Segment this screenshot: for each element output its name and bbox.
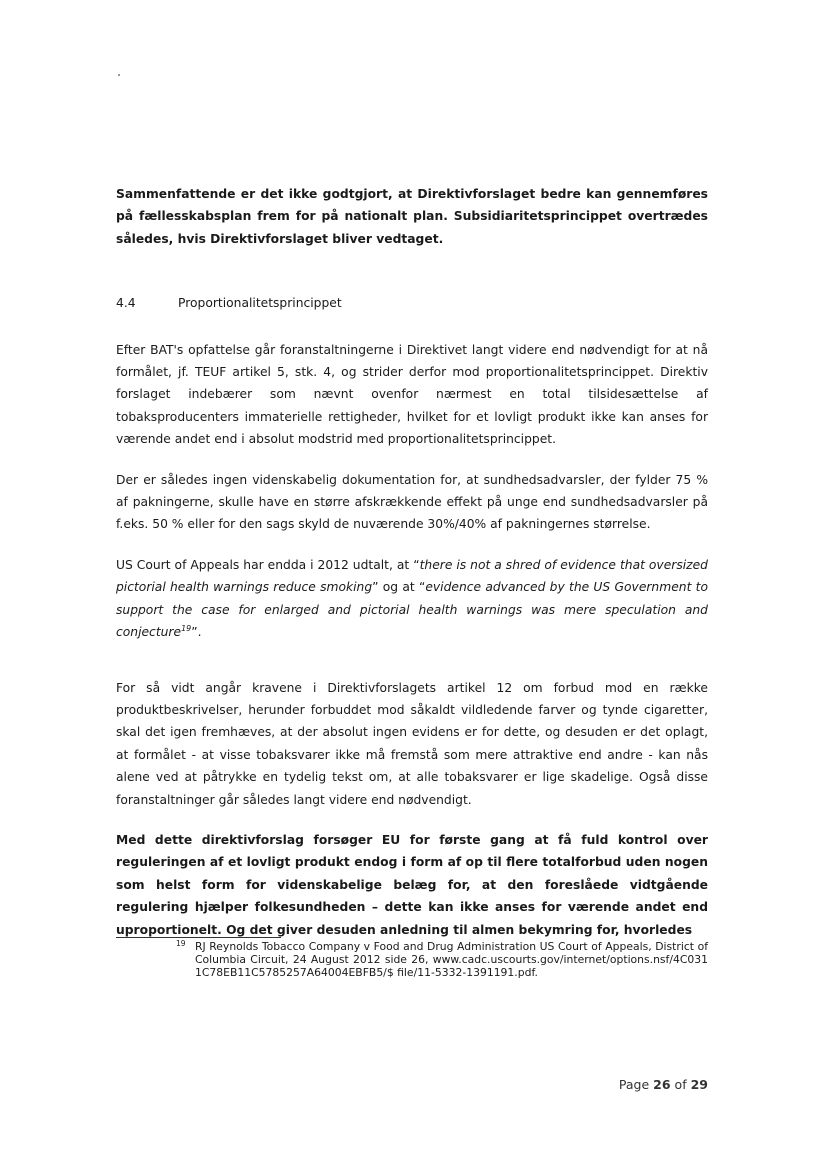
- summary-paragraph: Sammenfattende er det ikke godtgjort, at Direktivforslaget bedre kan gennemføres på fællesskabsplan frem for på nationalt plan. Subsidiaritetsprincippet overtrædes således, hvis Direktivforslaget bliver vedtaget.: [116, 187, 708, 246]
- scan-speck: [118, 74, 120, 76]
- footnote-mark: 19: [176, 939, 186, 948]
- court-text-2: ” og at “: [372, 580, 426, 595]
- section-number: 4.4: [116, 296, 136, 311]
- footnote-reference[interactable]: 19: [181, 624, 192, 633]
- page-of: of: [674, 1077, 687, 1092]
- court-text-3: ”.: [191, 625, 202, 640]
- page-body: [116, 183, 708, 941]
- bat-paragraph: Efter BAT's opfattelse går foranstaltningerne i Direktivet langt videre end nødvendigt for at nå formålet, jf. TEUF artikel 5, stk. 4, og strider derfor mod proportionalitetsprincippet. Direktiv forslaget indebærer som nævnt ovenfor nærmest en total tilsidesættelse af tobaksproducenters immaterielle rettigheder, hvilket for et lovligt produkt ikke kan anses for værende andet end i absolut modstrid med proportionalitetsprincippet.: [116, 342, 708, 447]
- evidence-paragraph: Der er således ingen videnskabelig dokumentation for, at sundhedsadvarsler, der fylder 75 % af pakningerne, skulle have en større afskrækkende effekt på unge end sundhedsadvarsler på f.eks. 50 % eller for den sags skyld de nuværende 30%/40% af pakningernes størrelse.: [116, 472, 708, 532]
- section-heading: [116, 292, 708, 314]
- footnote-text: RJ Reynolds Tobacco Company v Food and Drug Administration US Court of Appeals, District of Columbia Circuit, 24 August 2012 side 26, www.cadc.uscourts.gov/internet/options.nsf/4C0311C78EB11C5785257A64004EBFB5/$ file/11-5332-1391191.pdf.: [195, 940, 708, 979]
- page-total: 29: [690, 1077, 708, 1092]
- page-prefix: Page: [618, 1077, 650, 1092]
- footnote: [176, 940, 708, 979]
- court-paragraph: [116, 554, 708, 644]
- section-title: Proportionalitetsprincippet: [178, 296, 342, 311]
- court-text-1: US Court of Appeals har endda i 2012 udtalt, at “: [116, 557, 420, 572]
- court-quote-2: evidence advanced by the US Government to support the case for enlarged and pictorial health warnings was mere speculation and conjecture: [116, 580, 708, 640]
- final-paragraph: Med dette direktivforslag forsøger EU for første gang at få fuld kontrol over reguleringen af et lovligt produkt endog i form af op til flere totalforbud uden nogen som helst form for videnskabelige belæg for, at den foreslåede vidtgående regulering hjælper folkesundheden – dette kan ikke anses for værende andet end uproportionelt. Og det giver desuden anledning til almen bekymring for, hvorledes: [116, 832, 708, 937]
- page-number: 26: [653, 1077, 671, 1092]
- page-footer: [619, 1077, 708, 1092]
- footnote-divider: [116, 937, 281, 938]
- article12-paragraph: For så vidt angår kravene i Direktivforslagets artikel 12 om forbud mod en række produktbeskrivelser, herunder forbuddet mod såkaldt vildledende farver og tynde cigaretter, skal det igen fremhæves, at der absolut ingen evidens er for dette, og desuden er det oplagt, at formålet - at visse tobaksvarer ikke må fremstå som mere attraktive end andre - kan nås alene ved at påtrykke en tydelig tekst om, at alle tobaksvarer er lige skadelige. Også disse foranstaltninger går således langt videre end nødvendigt.: [116, 680, 708, 807]
- court-quote-1: there is not a shred of evidence that oversized pictorial health warnings reduce smoking: [116, 557, 708, 595]
